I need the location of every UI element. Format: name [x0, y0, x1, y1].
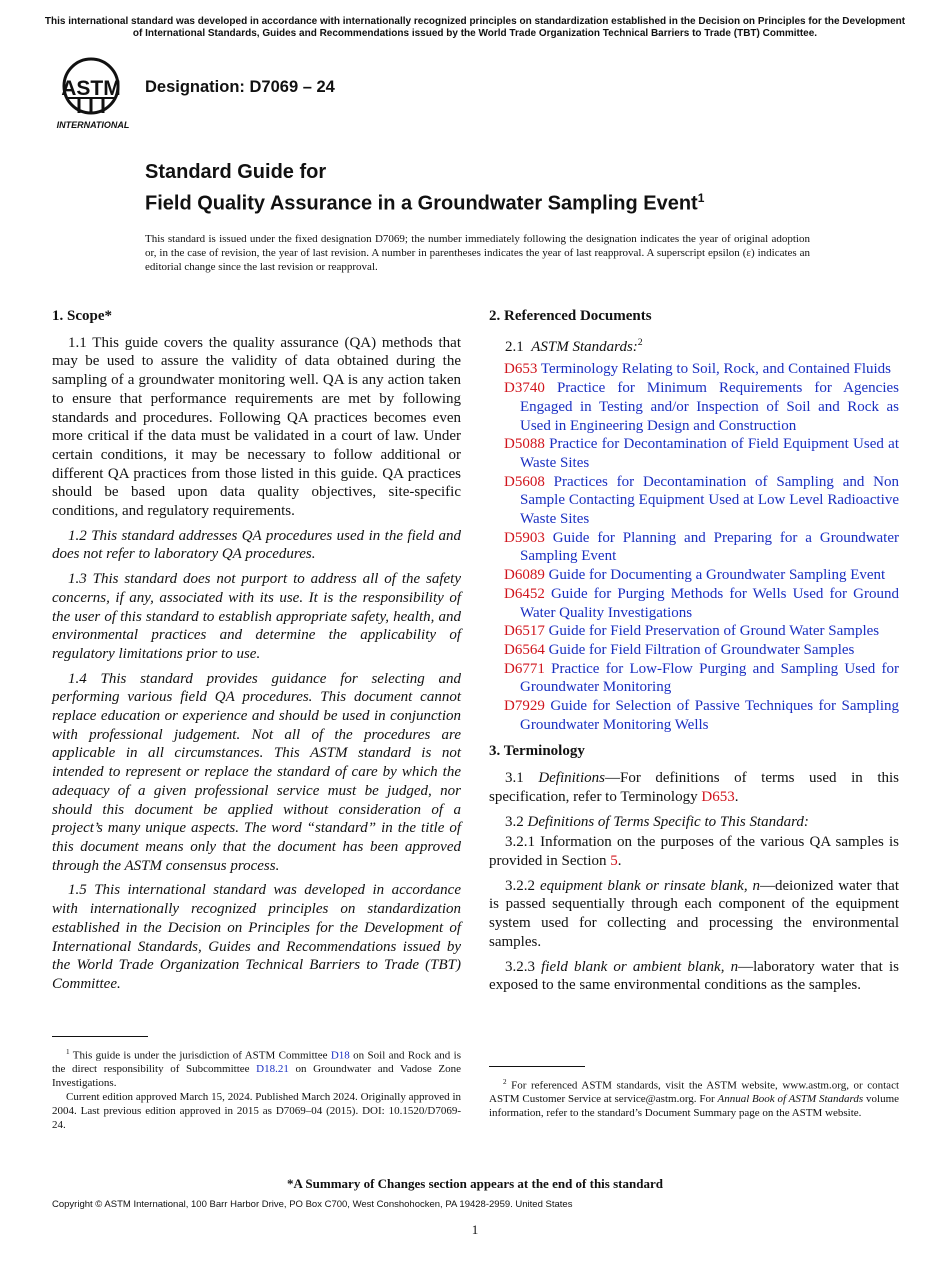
reference-code[interactable]: D6452	[504, 585, 545, 602]
reference-item[interactable]	[489, 585, 899, 622]
footnote-rule-left	[52, 1036, 148, 1037]
link-d18[interactable]: D18	[330, 1049, 350, 1062]
reference-item[interactable]	[489, 641, 899, 660]
title-footnote-mark: 1	[697, 191, 705, 205]
reference-code[interactable]: D5088	[504, 436, 545, 453]
logo-text: ASTM	[61, 77, 121, 100]
reference-code[interactable]: D653	[504, 361, 538, 378]
page-number: 1	[471, 1222, 479, 1237]
top-notice: This international standard was developed in accordance with internationally recognized principles on standardization established in the Decision on Principles for the Development of International Standards, Guides and Recommendations issued by the World Trade Organization Technical Barriers to Trade (TBT) Committee.	[44, 16, 906, 39]
reference-list	[489, 360, 899, 734]
reference-title[interactable]: Practices for Decontamination of Sampling and Non Sample Contacting Equipment Used at Low Level Radioactive Waste Sites	[520, 473, 900, 528]
reference-title[interactable]: Practice for Decontamination of Field Equipment Used at Waste Sites	[520, 436, 899, 471]
reference-title[interactable]: Practice for Low-Flow Purging and Sampling Used for Groundwater Monitoring	[520, 660, 900, 696]
footnote-2: $^2$ For referenced ASTM standards, visit the ASTM website, www.astm.org, or contact ASTM Customer Service at service@astm.org. For Annual Book of ASTM Standards volume information, refer to the standard’s Document Summary page on the ASTM website.	[489, 1078, 900, 1119]
reference-item[interactable]	[489, 566, 899, 585]
reference-code[interactable]: D5608	[504, 473, 545, 490]
scope-para-1-5: 1.5 This international standard was developed in accordance with internationally recognized principles on standardization established in the Decision on Principles for the Development of International Standards, Guides and Recommendations issued by the World Trade Organization Technical Barriers to Trade (TBT) Committee.	[52, 882, 461, 992]
reference-code[interactable]: D7929	[504, 698, 545, 715]
reference-item[interactable]	[489, 660, 899, 697]
reference-code[interactable]: D6089	[504, 567, 545, 584]
reference-title[interactable]: Guide for Field Preservation of Ground Water Samples	[548, 623, 880, 640]
reference-item[interactable]	[489, 529, 899, 566]
reference-title[interactable]: Terminology Relating to Soil, Rock, and Contained Fluids	[540, 361, 892, 378]
footnote-1: $^1$ This guide is under the jurisdiction of ASTM Committee D18 on Soil and Rock and is the direct responsibility of Subcommittee D18.21 on Groundwater and Vadose Zone Investigations. Current edition approved March 15, 2024. Published March 2024. Originally approved in 2004. Last previous edition approved in 2015 as D7069–04 (2015). DOI: 10.1520/D7069-24.	[52, 1048, 462, 1131]
terminology-heading: 3. Terminology	[489, 743, 585, 760]
scope-para-1-2: 1.2 This standard addresses QA procedures used in the field and does not refer to laboratory QA procedures.	[52, 527, 461, 563]
link-section-5[interactable]: 5	[610, 852, 618, 869]
right-column	[489, 307, 899, 1001]
reference-title[interactable]: Guide for Field Filtration of Groundwater Samples	[548, 641, 855, 658]
term-para-3-2: 3.2 Definitions of Terms Specific to This Standard:	[505, 813, 809, 830]
link-d18-21[interactable]: D18.21	[256, 1063, 289, 1076]
link-d653[interactable]: D653	[701, 788, 735, 805]
term-para-3-1: 3.1 Definitions—For definitions of terms used in this specification, refer to Terminology D653.	[489, 770, 899, 805]
scope-heading: 1. Scope*	[52, 308, 112, 324]
reference-code[interactable]: D6564	[504, 641, 545, 658]
term-para-3-2-3: 3.2.3 field blank or ambient blank, n—laboratory water that is exposed to the same environmental conditions as the samples.	[489, 958, 899, 994]
scope-para-1-3: 1.3 This standard does not purport to address all of the safety concerns, if any, associated with its use. It is the responsibility of the user of this standard to establish appropriate safety, health, and environmental practices and determine the applicability of regulatory limitations prior to use.	[52, 571, 462, 662]
logo-subtext: INTERNATIONAL	[56, 120, 130, 130]
document-title	[145, 159, 704, 217]
referenced-heading: 2. Referenced Documents	[489, 308, 652, 324]
reference-title[interactable]: Practice for Minimum Requirements for Agencies Engaged in Testing and/or Inspection of Soil and Rock as Used in Engineering Design and Construction	[520, 380, 899, 434]
reference-title[interactable]: Guide for Selection of Passive Techniques for Sampling Groundwater Monitoring Wells	[520, 698, 899, 733]
left-column	[52, 307, 461, 1000]
title-line-2: Field Quality Assurance in a Groundwater Sampling Event$^1$	[145, 191, 705, 215]
term-para-3-2-2: 3.2.2 equipment blank or rinsate blank, n—deionized water that is passed sequentially through each component of the equipment system used for collecting and processing the environmental samples.	[489, 877, 899, 950]
reference-item[interactable]	[489, 360, 899, 379]
footnote-rule-right	[489, 1066, 585, 1067]
reference-code[interactable]: D5903	[504, 529, 545, 546]
astm-logo	[53, 56, 135, 134]
reference-item[interactable]	[489, 473, 899, 529]
reference-code[interactable]: D6771	[504, 660, 545, 677]
issued-note: This standard is issued under the fixed designation D7069; the number immediately following the designation indicates the year of original adoption or, in the case of revision, the year of last revision. A number in parentheses indicates the year of last reapproval. A superscript epsilon (ε) indicates an editorial change since the last revision or reapproval.	[145, 233, 810, 273]
term-para-3-2-1: 3.2.1 Information on the purposes of the various QA samples is provided in Section 5.	[489, 834, 899, 869]
reference-item[interactable]	[489, 379, 899, 435]
designation: Designation: D7069 – 24	[145, 78, 335, 96]
reference-item[interactable]	[489, 622, 899, 641]
reference-title[interactable]: Guide for Planning and Preparing for a Groundwater Sampling Event	[520, 529, 900, 565]
title-line-1: Standard Guide for	[145, 161, 327, 183]
reference-code[interactable]: D6517	[504, 623, 545, 640]
reference-item[interactable]	[489, 697, 899, 734]
astm-standards-subhead: 2.1 ASTM Standards:$^2$	[505, 336, 643, 355]
reference-title[interactable]: Guide for Purging Methods for Wells Used for Ground Water Quality Investigations	[520, 585, 899, 621]
reference-title[interactable]: Guide for Documenting a Groundwater Sampling Event	[548, 567, 886, 584]
copyright: Copyright © ASTM International, 100 Barr Harbor Drive, PO Box C700, West Conshohocken, PA 19428-2959. United States	[52, 1199, 573, 1210]
scope-para-1-4: 1.4 This standard provides guidance for selecting and performing various field QA procedures. This document cannot replace education or experience and should be used in conjunction with professional judgement. Not all of the procedures are applicable in all circumstances. This ASTM standard is not intended to represent or replace the standard of care by which the adequacy of a given professional service must be judged, nor should this document be applied without consideration of a project’s many unique aspects. The word “standard” in the title of this document means only that the document has been approved through the ASTM consensus process.	[52, 670, 461, 874]
scope-para-1-1: 1.1 This guide covers the quality assurance (QA) methods that may be used to assure the validity of data obtained during the sampling of a groundwater monitoring well. QA is any action taken to ensure that performance requirements are met by following standards and procedures. Following QA practices becomes even more critical if the data must be validated in a court of law. Under certain conditions, it may be necessary to follow additional or different QA practices from those listed in this guide. QA practices should be based upon data quality objectives, site-specific conditions, and regulatory requirements.	[52, 334, 462, 520]
reference-item[interactable]	[489, 435, 899, 472]
summary-of-changes-note: *A Summary of Changes section appears at the end of this standard	[287, 1176, 663, 1191]
reference-code[interactable]: D3740	[504, 380, 545, 397]
